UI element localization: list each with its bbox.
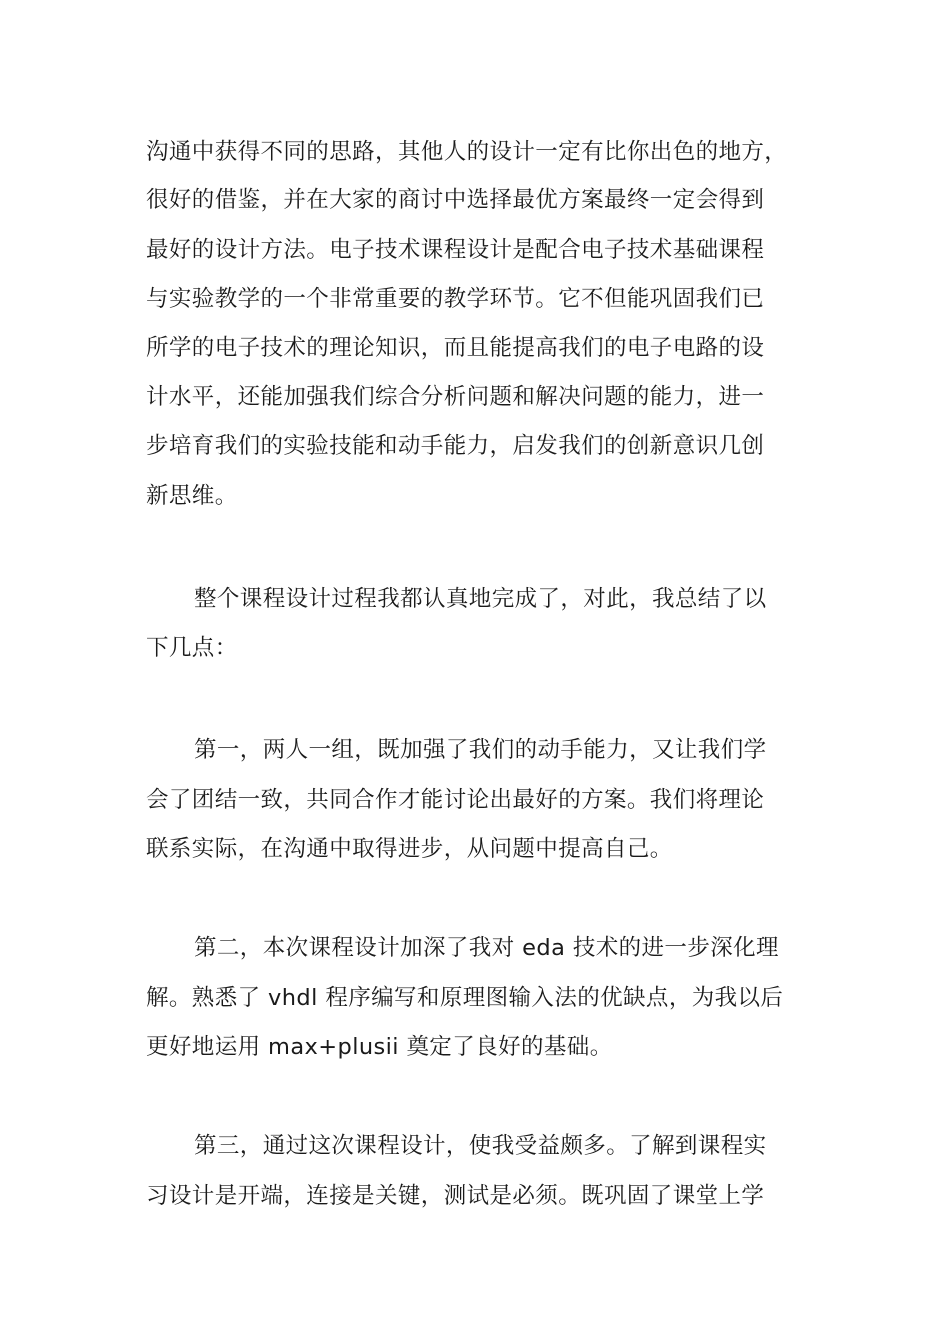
paragraph-1-line-1: 沟通中获得不同的思路，其他人的设计一定有比你出色的地方， [146, 139, 788, 165]
paragraph-3-line-2: 会了团结一致，共同合作才能讨论出最好的方案。我们将理论 [146, 787, 765, 813]
paragraph-3-line-3: 联系实际，在沟通中取得进步，从问题中提高自己。 [146, 836, 673, 862]
paragraph-4-line-1: 第二，本次课程设计加深了我对 eda 技术的进一步深化理 [194, 935, 779, 961]
paragraph-1-line-6: 计水平，还能加强我们综合分析问题和解决问题的能力，进一 [146, 384, 765, 410]
paragraph-4-line-2: 解。熟悉了 vhdl 程序编写和原理图输入法的优缺点，为我以后 [146, 985, 784, 1011]
paragraph-1-line-7: 步培育我们的实验技能和动手能力，启发我们的创新意识几创 [146, 433, 765, 459]
paragraph-1-line-3: 最好的设计方法。电子技术课程设计是配合电子技术基础课程 [146, 237, 765, 263]
paragraph-5-line-2: 习设计是开端，连接是关键，测试是必须。既巩固了课堂上学 [146, 1183, 765, 1209]
paragraph-1-line-4: 与实验教学的一个非常重要的教学环节。它不但能巩固我们已 [146, 286, 765, 312]
paragraph-2-line-2: 下几点： [146, 635, 238, 661]
paragraph-1-line-5: 所学的电子技术的理论知识，而且能提高我们的电子电路的设 [146, 335, 765, 361]
paragraph-4-line-3: 更好地运用 max+plusii 奠定了良好的基础。 [146, 1034, 613, 1060]
paragraph-3-line-1: 第一，两人一组，既加强了我们的动手能力，又让我们学 [194, 737, 767, 763]
paragraph-1-line-8: 新思维。 [146, 483, 238, 509]
paragraph-2-line-1: 整个课程设计过程我都认真地完成了，对此，我总结了以 [194, 586, 767, 612]
paragraph-1-line-2: 很好的借鉴，并在大家的商讨中选择最优方案最终一定会得到 [146, 187, 765, 213]
paragraph-5-line-1: 第三，通过这次课程设计，使我受益颇多。了解到课程实 [194, 1133, 767, 1159]
